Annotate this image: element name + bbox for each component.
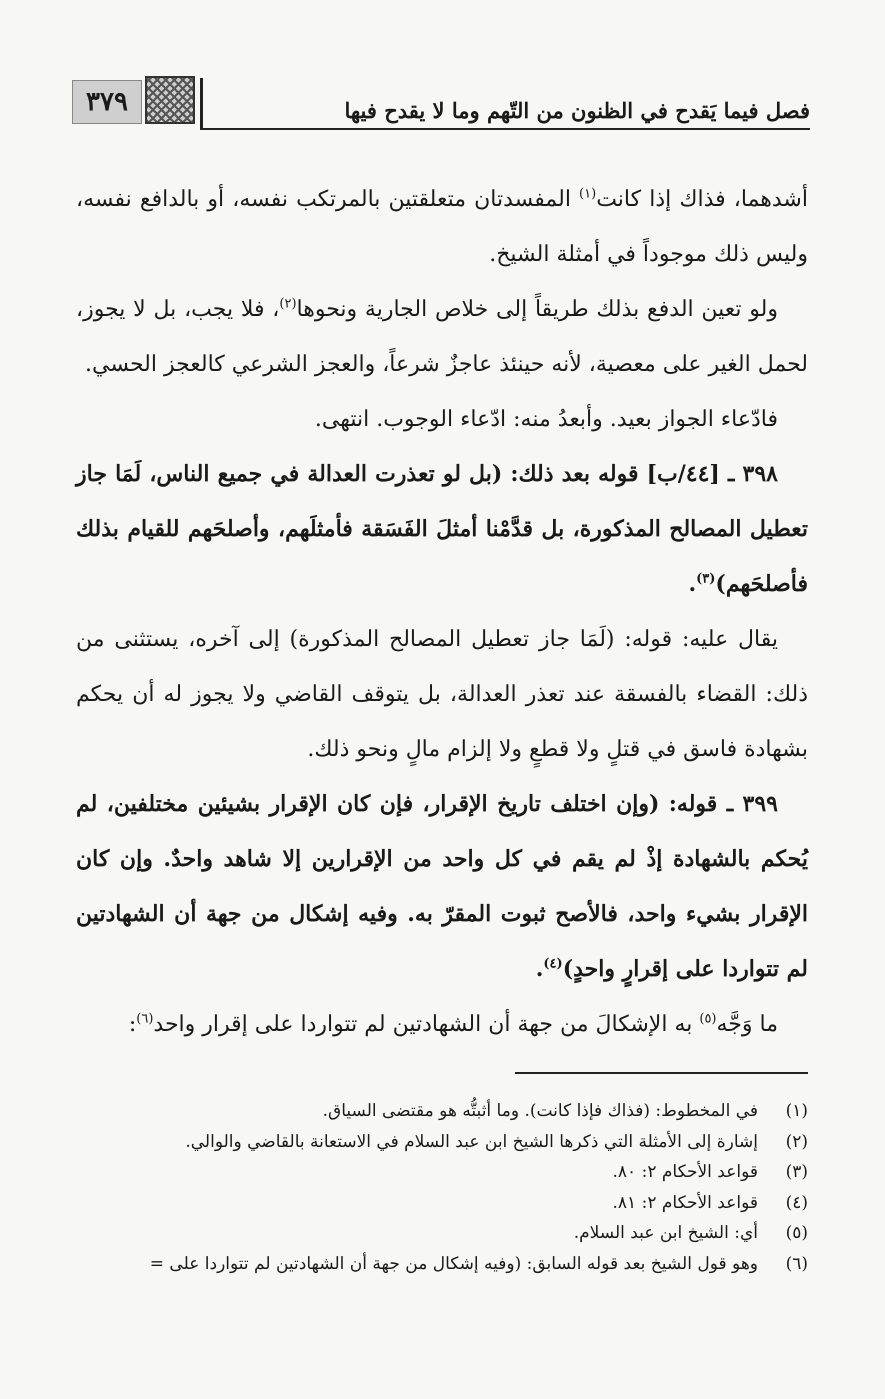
chapter-title: فصل فيما يَقدح في الظنون من التّهم وما لا يقدح فيها — [344, 98, 810, 123]
footnote-ref[interactable]: (٣) — [696, 571, 716, 587]
footnote-item — [54, 1157, 808, 1188]
paragraph — [76, 997, 808, 1052]
quoted-passage — [76, 777, 808, 997]
footnote-text: في المخطوط: (فذاك فإذا كانت). وما أثبتُّه هو مقتضى السياق. — [322, 1101, 758, 1121]
footnote-number: (٥) — [785, 1223, 808, 1243]
footnote-item — [54, 1127, 808, 1158]
paragraph: يقال عليه: قوله: (لَمَا جاز تعطيل المصالح المذكورة) إلى آخره، يستثنى من ذلك: القضاء بالفسقة عند تعذر العدالة، بل يتوقف القاضي ولا يجوز له أن يحكم بشهادة فاسق في قتلٍ ولا قطعٍ ولا إلزام مالٍ ونحو ذلك. — [76, 627, 808, 762]
footnote-item — [54, 1249, 808, 1280]
footnote-number: (٢) — [785, 1131, 808, 1152]
text-span: . — [535, 956, 544, 982]
footnote-item — [54, 1218, 808, 1249]
footnote-ref[interactable]: (٦) — [136, 1011, 154, 1027]
text-span: ، فلا يجب، بل لا يجوز، لحمل الغير على معصية، لأنه حينئذ عاجزٌ شرعاً، والعجز الشرعي كالعجز الحسي. — [76, 297, 808, 377]
footnote-text: قواعد الأحكام ٢: ٨١. — [612, 1192, 758, 1213]
footnote-ref[interactable]: (٤) — [543, 956, 563, 972]
text-span: أشدهما، فذاك إذا كانت — [596, 187, 808, 212]
header-divider — [200, 78, 203, 130]
footnote-ref[interactable]: (٥) — [699, 1011, 717, 1027]
footnote-ref[interactable]: (١) — [579, 186, 597, 202]
page-number: ٣٧٩ — [72, 80, 142, 124]
footnote-number: (٦) — [785, 1253, 808, 1274]
main-text — [76, 172, 808, 1052]
footnote-ref[interactable]: (٢) — [279, 296, 297, 312]
footnote-number: (٣) — [785, 1162, 808, 1182]
footnote-item — [54, 1188, 808, 1219]
paragraph — [76, 282, 808, 392]
text-span: . — [688, 571, 697, 597]
footnote-text: أي: الشيخ ابن عبد السلام. — [573, 1223, 758, 1243]
text-span: به الإشكالَ من جهة أن الشهادتين لم تتواردا على إقرار واحد — [153, 1012, 700, 1037]
header-rule — [200, 128, 810, 130]
footnote-number: (٤) — [785, 1192, 808, 1213]
ornament-icon — [145, 76, 195, 124]
footnotes — [54, 1096, 808, 1279]
quoted-passage — [76, 447, 808, 612]
text-span: ما وَجَّه — [716, 1012, 778, 1037]
footnote-text: إشارة إلى الأمثلة التي ذكرها الشيخ ابن عبد السلام في الاستعانة بالقاضي والوالي. — [185, 1131, 758, 1152]
text-span: المفسدتان متعلقتين بالمرتكب نفسه، أو بالدافع نفسه، وليس ذلك موجوداً في أمثلة الشيخ. — [76, 187, 808, 267]
text-span: ٣٩٩ ـ قوله: (وإن اختلف تاريخ الإقرار، فإن كان الإقرار بشيئين مختلفين، لم يُحكم بالشهادة إذْ لم يقم في كل واحد من الإقرارين إلا شاهد واحدٌ. وإن كان الإقرار بشيء واحد، فالأصح ثبوت المقرّ به. وفيه إشكال من جهة أن الشهادتين لم تتواردا على إقرارٍ واحدٍ) — [76, 791, 808, 982]
text-span: ٣٩٨ ـ [٤٤/ب] قوله بعد ذلك: (بل لو تعذرت العدالة في جميع الناس، لَمَا جاز تعطيل المصالح المذكورة، بل قدَّمْنا أمثلَ الفَسَقة فأمثلَهم، وأصلحَهم للقيام بذلك فأصلحَهم) — [76, 461, 808, 597]
footnote-number: (١) — [785, 1101, 808, 1121]
paragraph — [76, 172, 808, 282]
footnote-separator — [515, 1072, 808, 1074]
running-header — [72, 72, 810, 128]
text-span: : — [128, 1012, 137, 1037]
footnote-item — [54, 1096, 808, 1127]
footnote-text: وهو قول الشيخ بعد قوله السابق: (وفيه إشكال من جهة أن الشهادتين لم تتواردا على = — [149, 1253, 758, 1274]
footnote-text: قواعد الأحكام ٢: ٨٠. — [612, 1162, 758, 1182]
text-span: ولو تعين الدفع بذلك طريقاً إلى خلاص الجارية ونحوها — [296, 297, 778, 322]
paragraph: فادّعاء الجواز بعيد. وأبعدُ منه: ادّعاء الوجوب. انتهى. — [314, 407, 778, 432]
